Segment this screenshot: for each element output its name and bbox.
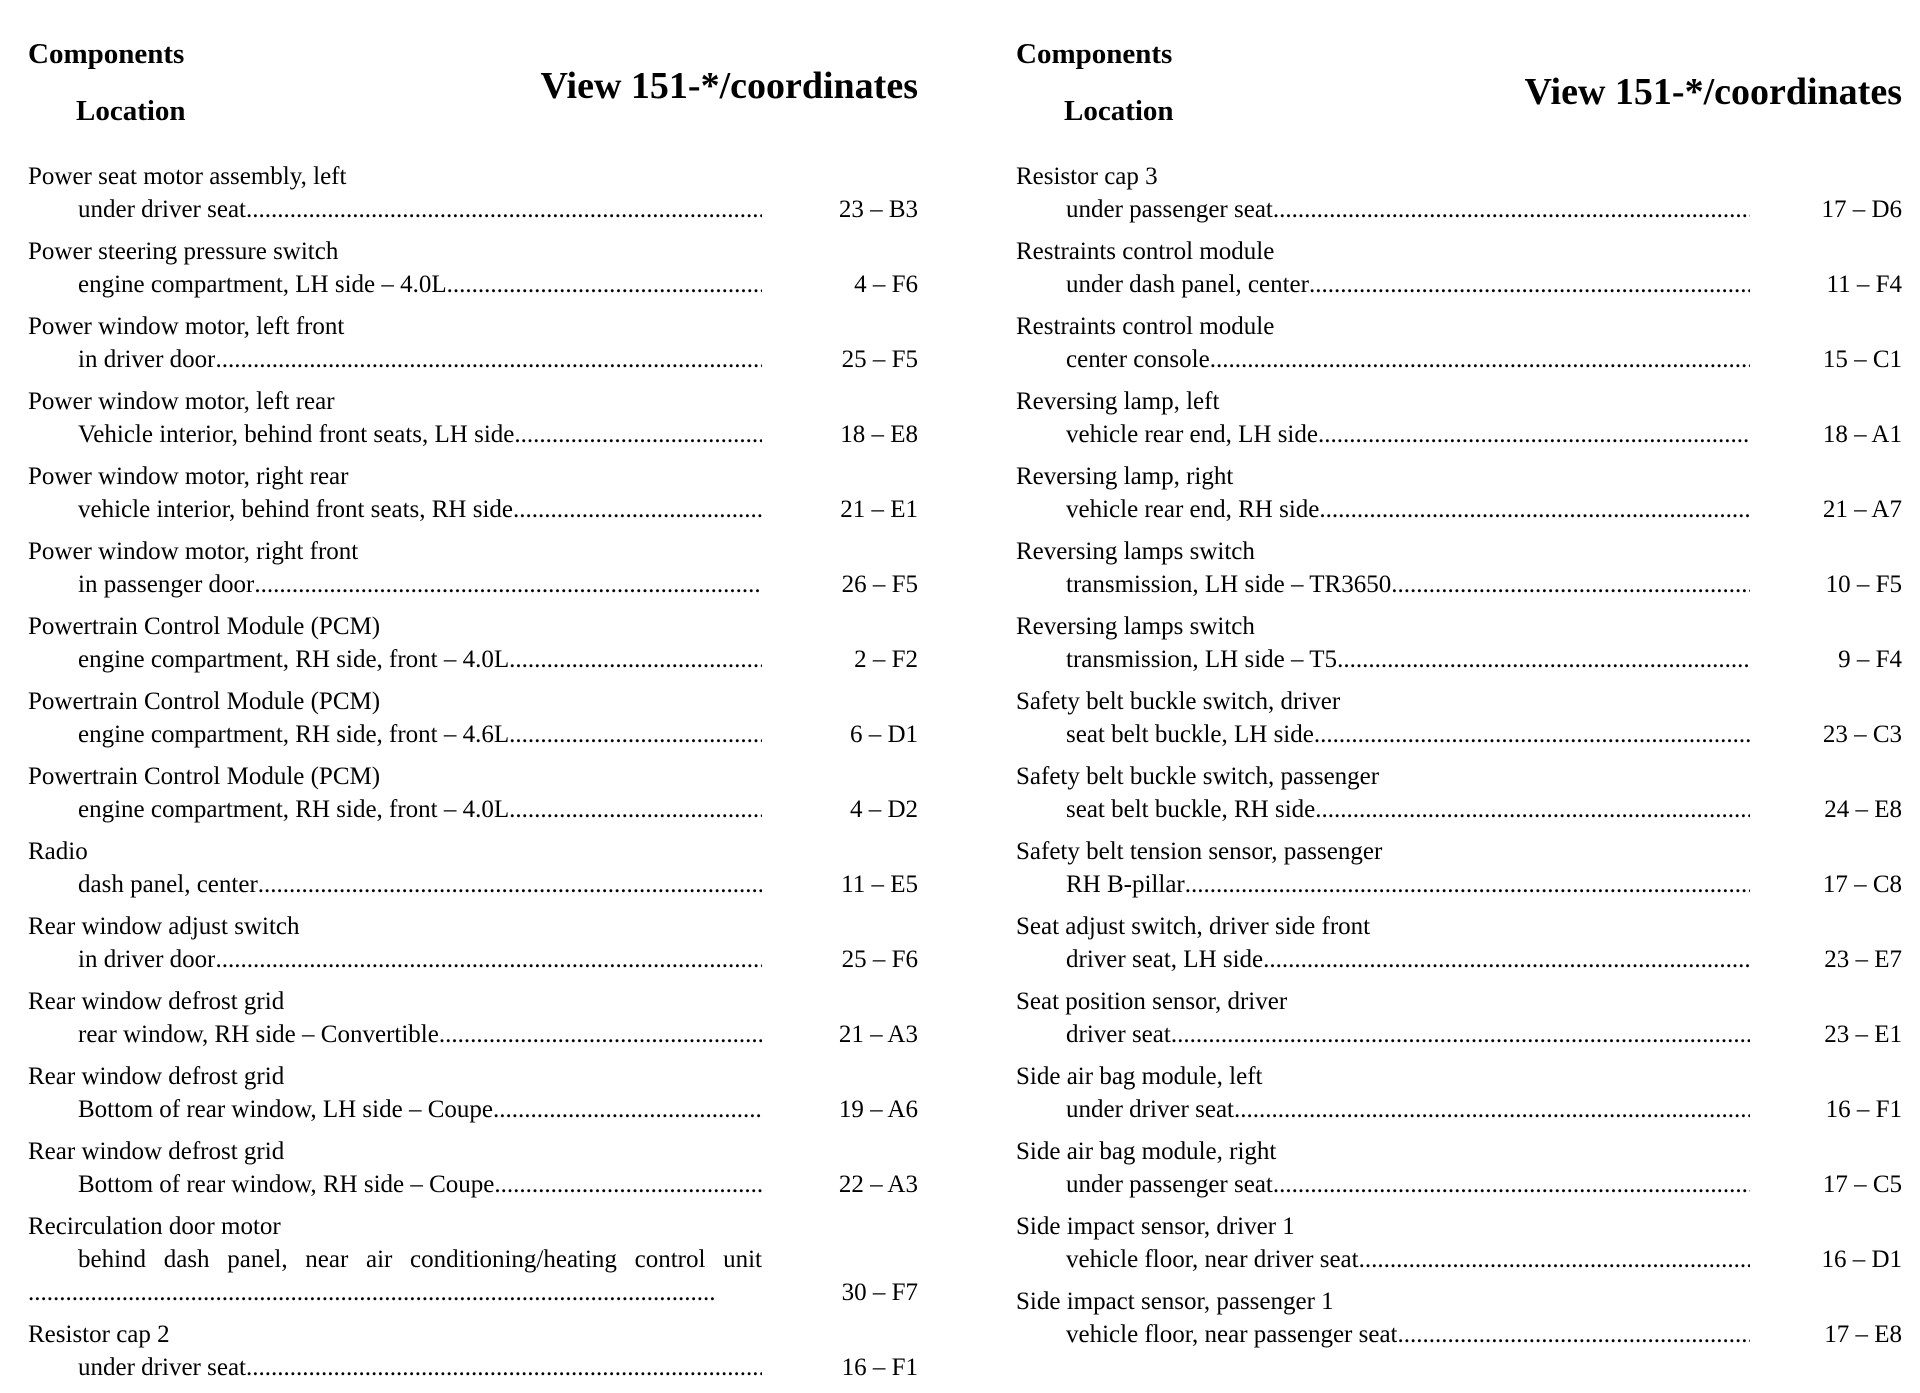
list-item [28,1060,918,1135]
component-name: Resistor cap 2 [28,1321,170,1348]
view-coordinate: 2 – F2 [854,646,918,673]
list-item [1016,1210,1902,1285]
component-location: Vehicle interior, behind front seats, LH side [78,421,515,448]
view-coordinate: 11 – F4 [1826,271,1902,298]
dot-leader [246,193,762,226]
view-coordinate: 30 – F7 [841,1279,918,1306]
component-name: Rear window defrost grid [28,1063,285,1090]
component-location: in driver door [78,946,216,973]
right-entry-list [1016,160,1902,1360]
list-item [1016,460,1902,535]
list-item [28,835,918,910]
component-location: vehicle rear end, LH side [1066,421,1318,448]
component-name: Seat adjust switch, driver side front [1016,913,1371,940]
view-coordinate: 19 – A6 [838,1096,918,1123]
list-item [1016,535,1902,610]
component-location: in passenger door [78,571,255,598]
component-name: Powertrain Control Module (PCM) [28,613,381,640]
components-heading: Components [1016,38,1173,70]
left-column [28,38,918,1393]
dot-leader [513,493,762,526]
list-item [28,535,918,610]
dot-leader [1263,943,1750,976]
component-name: Powertrain Control Module (PCM) [28,688,381,715]
list-item [1016,685,1902,760]
component-location: behind dash panel, near air conditioning/heating control unit [78,1246,762,1273]
dot-leader [258,868,762,901]
list-item [28,1135,918,1210]
component-location: engine compartment, LH side – 4.0L [78,271,447,298]
component-name: Seat position sensor, driver [1016,988,1288,1015]
list-item [1016,910,1902,985]
component-location: vehicle rear end, RH side [1066,496,1320,523]
component-name: Powertrain Control Module (PCM) [28,763,381,790]
list-item [1016,1060,1902,1135]
list-item [1016,385,1902,460]
dot-leader [1210,343,1750,376]
dot-leader [28,1276,716,1309]
location-heading: Location [76,95,186,127]
dot-leader [1315,793,1750,826]
component-location: seat belt buckle, LH side [1066,721,1314,748]
component-location: RH B-pillar [1066,871,1185,898]
list-item [1016,1135,1902,1210]
view-coordinate: 25 – F6 [841,946,918,973]
view-coordinate: 6 – D1 [849,721,918,748]
component-location: in driver door [78,346,216,373]
component-location: center console [1066,346,1210,373]
component-location: transmission, LH side – T5 [1066,646,1338,673]
component-location: transmission, LH side – TR3650 [1066,571,1392,598]
list-item [28,685,918,760]
component-location: driver seat, LH side [1066,946,1264,973]
component-name: Safety belt buckle switch, passenger [1016,763,1380,790]
dot-leader [493,1093,762,1126]
view-coordinate: 15 – C1 [1822,346,1902,373]
view-coordinate: 10 – F5 [1825,571,1902,598]
component-location: Bottom of rear window, LH side – Coupe [78,1096,493,1123]
view-coordinate: 17 – C8 [1822,871,1902,898]
view-coordinate: 17 – C5 [1822,1171,1902,1198]
component-location: engine compartment, RH side, front – 4.0L [78,796,510,823]
component-name: Restraints control module [1016,313,1275,340]
dot-leader [1359,1243,1750,1276]
view-coordinate: 16 – F1 [841,1354,918,1381]
dot-leader [514,418,762,451]
list-item [28,760,918,835]
list-item [1016,310,1902,385]
component-location: driver seat [1066,1021,1171,1048]
dot-leader [439,1018,762,1051]
list-item [28,235,918,310]
dot-leader [509,793,762,826]
view-coordinate: 22 – A3 [838,1171,918,1198]
view-coordinate: 4 – F6 [854,271,918,298]
component-name: Side impact sensor, driver 1 [1016,1213,1295,1240]
view-coordinate: 11 – E5 [841,871,918,898]
dot-leader [215,343,762,376]
component-location: rear window, RH side – Convertible [78,1021,439,1048]
list-item [28,385,918,460]
view-coordinate: 21 – A3 [838,1021,918,1048]
component-name: Safety belt buckle switch, driver [1016,688,1341,715]
right-column [1016,38,1902,1360]
left-header [28,38,918,138]
component-name: Power window motor, left front [28,313,345,340]
dot-leader [1318,418,1750,451]
list-item [28,1318,918,1393]
component-location: under driver seat [78,1354,246,1381]
component-name: Resistor cap 3 [1016,163,1158,190]
dot-leader [1397,1318,1750,1351]
list-item [28,610,918,685]
list-item [28,1210,918,1318]
component-location: under driver seat [1066,1096,1234,1123]
component-location: engine compartment, RH side, front – 4.0L [78,646,510,673]
dot-leader [1273,193,1750,226]
dot-leader [254,568,762,601]
component-location: dash panel, center [78,871,258,898]
component-name: Reversing lamps switch [1016,613,1255,640]
component-location: engine compartment, RH side, front – 4.6L [78,721,510,748]
dot-leader [1234,1093,1750,1126]
dot-leader [1185,868,1750,901]
view-coordinate: 24 – E8 [1824,796,1902,823]
component-location: under passenger seat [1066,196,1273,223]
view-coordinate: 21 – E1 [840,496,918,523]
component-name: Power window motor, right front [28,538,359,565]
component-location: Bottom of rear window, RH side – Coupe [78,1171,495,1198]
component-name: Rear window adjust switch [28,913,300,940]
view-coordinate: 23 – B3 [838,196,918,223]
list-item [1016,985,1902,1060]
location-heading: Location [1064,95,1174,127]
view-coordinate: 4 – D2 [849,796,918,823]
view-coordinate: 21 – A7 [1822,496,1902,523]
view-coordinate: 18 – E8 [840,421,918,448]
component-name: Safety belt tension sensor, passenger [1016,838,1383,865]
component-location: under dash panel, center [1066,271,1309,298]
component-name: Power seat motor assembly, left [28,163,347,190]
view-coordinate: 25 – F5 [841,346,918,373]
components-heading: Components [28,38,185,70]
list-item [1016,835,1902,910]
list-item [1016,160,1902,235]
component-name: Power steering pressure switch [28,238,339,265]
list-item [1016,760,1902,835]
list-item [28,910,918,985]
view-coordinate: 16 – D1 [1821,1246,1902,1273]
list-item [28,310,918,385]
dot-leader [494,1168,762,1201]
left-entry-list [28,160,918,1393]
view-coordinate: 23 – E7 [1824,946,1902,973]
view-coordinate: 23 – E1 [1824,1021,1902,1048]
component-name: Radio [28,838,88,865]
dot-leader [509,718,762,751]
list-item [28,985,918,1060]
component-location: under passenger seat [1066,1171,1273,1198]
dot-leader [509,643,762,676]
component-name: Recirculation door motor [28,1213,281,1240]
view-coordinate: 26 – F5 [841,571,918,598]
view-coordinate: 17 – D6 [1821,196,1902,223]
component-name: Restraints control module [1016,238,1275,265]
component-location: under driver seat [78,196,246,223]
list-item [1016,610,1902,685]
component-location: seat belt buckle, RH side [1066,796,1316,823]
view-coordinate: 23 – C3 [1822,721,1902,748]
dot-leader [1314,718,1750,751]
component-name: Reversing lamp, right [1016,463,1234,490]
list-item [28,160,918,235]
view-coordinate: 17 – E8 [1824,1321,1902,1348]
list-item [28,460,918,535]
component-name: Side impact sensor, passenger 1 [1016,1288,1334,1315]
dot-leader [447,268,762,301]
component-name: Side air bag module, right [1016,1138,1277,1165]
component-location: vehicle floor, near driver seat [1066,1246,1359,1273]
component-name: Side air bag module, left [1016,1063,1263,1090]
dot-leader [1337,643,1750,676]
dot-leader [1309,268,1750,301]
component-name: Reversing lamps switch [1016,538,1255,565]
view-coordinate: 16 – F1 [1825,1096,1902,1123]
list-item [1016,1285,1902,1360]
view-coordinate: 9 – F4 [1838,646,1902,673]
dot-leader [246,1351,762,1384]
component-location: vehicle interior, behind front seats, RH side [78,496,513,523]
component-location: vehicle floor, near passenger seat [1066,1321,1398,1348]
view-coordinates-heading: View 151-*/coordinates [1524,71,1902,113]
view-coordinates-heading: View 151-*/coordinates [540,65,918,107]
view-coordinate: 18 – A1 [1822,421,1902,448]
component-name: Rear window defrost grid [28,988,285,1015]
component-name: Power window motor, right rear [28,463,349,490]
dot-leader [1171,1018,1750,1051]
dot-leader [215,943,762,976]
right-header [1016,38,1902,138]
dot-leader [1319,493,1750,526]
component-name: Rear window defrost grid [28,1138,285,1165]
dot-leader [1273,1168,1750,1201]
component-name: Reversing lamp, left [1016,388,1220,415]
list-item [1016,235,1902,310]
component-name: Power window motor, left rear [28,388,335,415]
dot-leader [1391,568,1750,601]
